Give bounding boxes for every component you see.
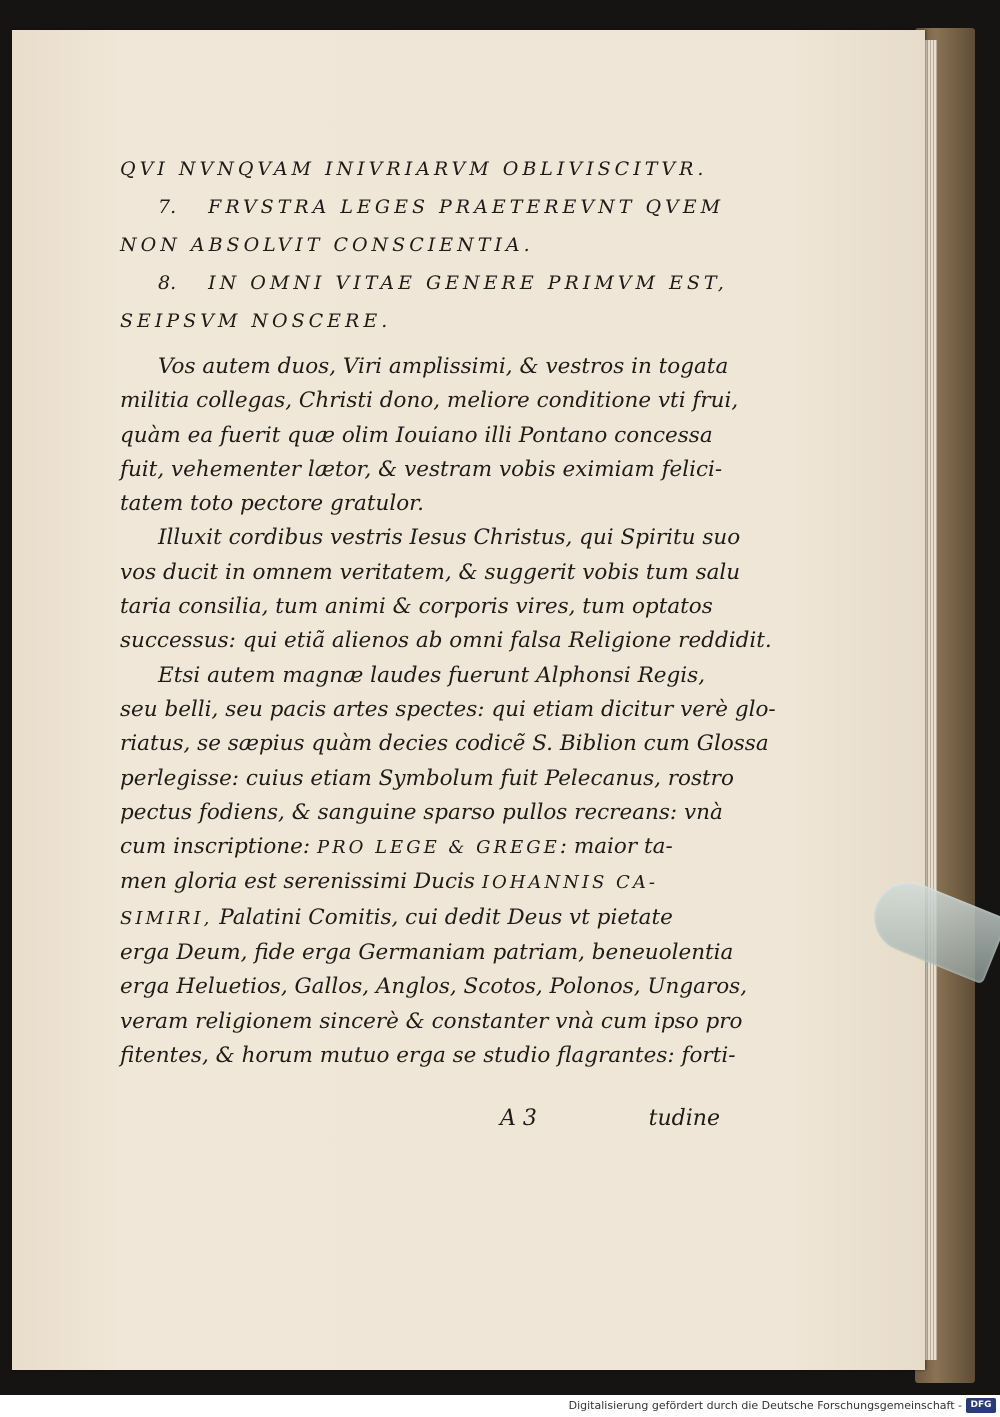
text-line: successus: qui etiã alienos ab omni falsa Religione reddidit. <box>120 628 772 654</box>
text-line <box>120 830 720 865</box>
text-line: erga Heluetios, Gallos, Anglos, Scotos, Polonos, Ungaros, <box>120 974 748 1000</box>
text-line: Vos autem duos, Viri amplissimi, & vestros in togata <box>158 354 729 379</box>
small-caps-name: IOHANNIS CA- <box>481 872 658 894</box>
maxim-number: 7. <box>158 196 177 218</box>
text-span: Palatini Comitis, cui dedit Deus vt pietate <box>219 904 673 930</box>
catchline <box>120 1106 720 1142</box>
text-line: Illuxit cordibus vestris Iesus Christus, qui Spiritu suo <box>158 525 741 551</box>
text-span: cum inscriptione: <box>120 834 311 860</box>
text-line <box>120 901 720 936</box>
maxim-line: NON ABSOLVIT CONSCIENTIA. <box>120 234 534 256</box>
text-line: seu belli, seu pacis artes spectes: qui etiam dicitur verè glo- <box>120 696 776 722</box>
spacer <box>120 340 720 350</box>
maxim-8 <box>120 264 728 302</box>
maxim-line: SEIPSVM NOSCERE. <box>120 310 392 332</box>
text-span: men gloria est serenissimi Ducis <box>120 869 475 895</box>
small-caps-motto: PRO LEGE & GREGE <box>316 837 560 859</box>
catchword: tudine <box>648 1106 720 1131</box>
text-line: pectus fodiens, & sanguine sparso pullos recreans: vnà <box>120 799 723 825</box>
text-line: militia collegas, Christi dono, meliore conditione vti frui, <box>120 388 739 414</box>
text-line: riatus, se sæpius quàm decies codicẽ S. Biblion cum Glossa <box>120 731 769 757</box>
text-line: quàm ea fuerit quæ olim Iouiano illi Pontano concessa <box>120 422 713 448</box>
text-line: tatem toto pectore gratulor. <box>120 491 424 517</box>
maxim-line: QVI NVNQVAM INIVRIARVM OBLIVISCITVR. <box>120 158 708 180</box>
text-line: taria consilia, tum animi & corporis vires, tum optatos <box>120 594 713 620</box>
text-line: fitentes, & horum mutuo erga se studio flagrantes: forti- <box>120 1042 736 1068</box>
funding-credit: Digitalisierung gefördert durch die Deutsche Forschungsgemeinschaft - <box>568 1399 962 1412</box>
footer-bar <box>0 1395 1000 1417</box>
small-caps-name: SIMIRI, <box>120 907 213 929</box>
text-line <box>120 865 720 900</box>
maxim-7 <box>120 188 725 226</box>
text-line: erga Deum, fide erga Germaniam patriam, beneuolentia <box>120 940 734 966</box>
text-line: Etsi autem magnæ laudes fuerunt Alphonsi Regis, <box>158 662 706 688</box>
text-span: : maior ta- <box>559 834 673 860</box>
signature-mark: A 3 <box>500 1106 537 1131</box>
text-line: perlegisse: cuius etiam Symbolum fuit Pelecanus, rostro <box>120 765 734 791</box>
text-line: fuit, vehementer lætor, & vestram vobis eximiam felici- <box>120 456 723 482</box>
maxim-text: IN OMNI VITAE GENERE PRIMVM EST, <box>208 272 728 294</box>
text-line: vos ducit in omnem veritatem, & suggerit vobis tum salu <box>120 559 741 585</box>
maxim-number: 8. <box>158 272 177 294</box>
maxim-text: FRVSTRA LEGES PRAETEREVNT QVEM <box>208 196 725 218</box>
dfg-logo: DFG <box>966 1398 996 1413</box>
text-line: veram religionem sincerè & constanter vnà cum ipso pro <box>120 1008 743 1034</box>
page-edges <box>925 40 937 1360</box>
page-text <box>120 150 776 1073</box>
